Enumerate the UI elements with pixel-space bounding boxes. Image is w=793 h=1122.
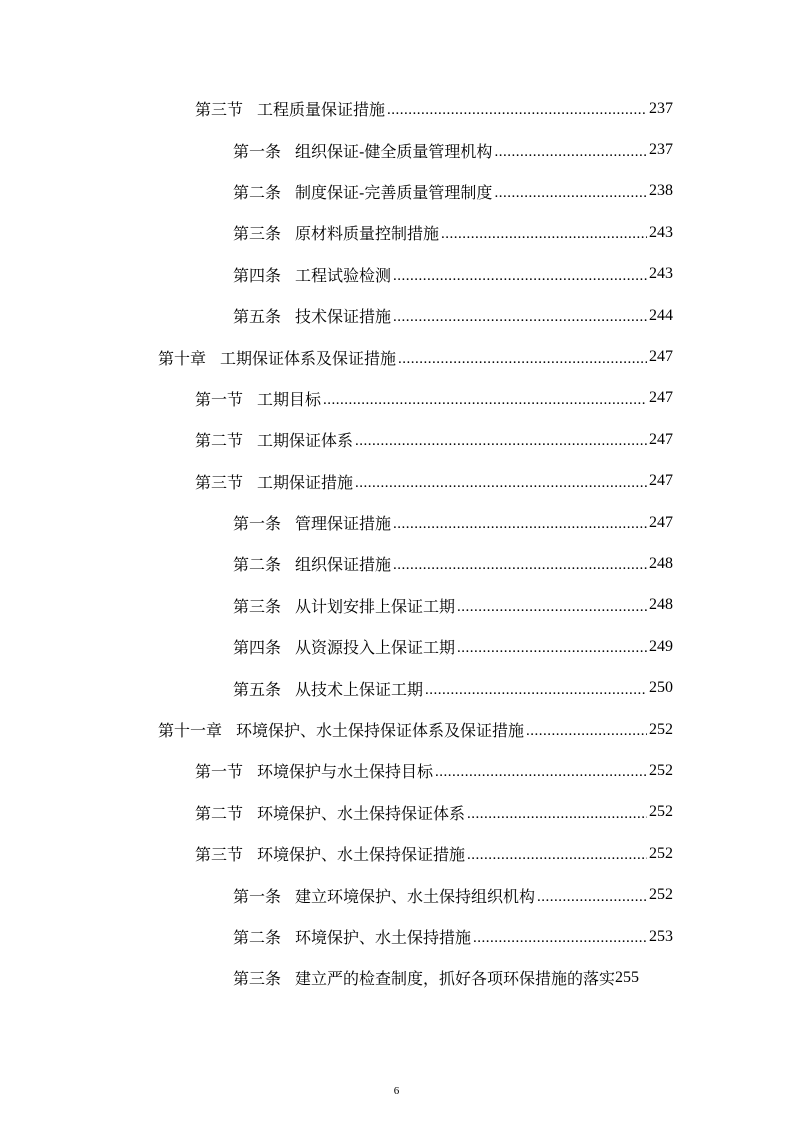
toc-entry [0, 461, 793, 502]
toc-entry-number: 第二节 [195, 431, 244, 451]
toc-entry [0, 378, 793, 419]
toc-entry-title: 环境保护、水土保持保证体系 [257, 803, 466, 823]
toc-leader-dots [355, 433, 647, 450]
toc-entry [0, 792, 793, 833]
toc-entry-page: 253 [649, 927, 673, 945]
toc-entry-number: 第三节 [195, 845, 244, 865]
toc-entry-number: 第二节 [195, 803, 244, 823]
toc-entry-title: 工程质量保证措施 [257, 100, 386, 120]
toc-entry [0, 543, 793, 584]
toc-entry-title: 建立环境保护、水土保持组织机构 [295, 886, 536, 906]
toc-entry-number: 第三条 [233, 224, 282, 244]
toc-leader-dots [393, 516, 647, 533]
toc-entry-title: 组织保证-健全质量管理机构 [295, 141, 493, 161]
toc-leader-dots [526, 723, 647, 740]
toc-entry [0, 916, 793, 957]
toc-entry-title: 从技术上保证工期 [295, 679, 424, 699]
toc-entry-chapter [0, 336, 793, 377]
toc-entry-number: 第五条 [233, 307, 282, 327]
toc-entry-page: 247 [649, 513, 673, 531]
toc-entry-title: 环境保护与水土保持目标 [257, 762, 434, 782]
toc-entry-page: 252 [649, 761, 673, 779]
toc-entry-page: 247 [649, 472, 673, 490]
toc-leader-dots [323, 392, 647, 409]
toc-entry [0, 419, 793, 460]
toc-entry-number: 第三条 [233, 596, 282, 616]
toc-entry-number: 第二条 [233, 182, 282, 202]
toc-entry-number: 第二条 [233, 928, 282, 947]
toc-entry [0, 254, 793, 295]
toc-entry-page: 247 [649, 389, 673, 407]
toc-entry-title: 工期目标 [257, 389, 322, 409]
toc-leader-dots [387, 102, 647, 119]
toc-leader-dots [473, 930, 647, 947]
toc-entry-page: 243 [649, 265, 673, 283]
toc-entry-number: 第四条 [233, 265, 282, 285]
toc-entry-number: 第一节 [195, 389, 244, 409]
toc-entry-number: 第十章 [158, 348, 207, 368]
toc-entry-page: 237 [649, 141, 673, 159]
toc-entry [0, 957, 793, 998]
toc-entry-number: 第一条 [233, 886, 282, 906]
toc-leader-dots [457, 640, 647, 657]
toc-entry-number: 第二条 [233, 555, 282, 575]
toc-entry [0, 502, 793, 543]
toc-entry-title: 工期保证体系 [257, 431, 354, 451]
toc-leader-dots [398, 351, 647, 368]
toc-leader-dots [393, 268, 647, 285]
toc-entry-number: 第一条 [233, 141, 282, 161]
toc-entry-number: 第一条 [233, 514, 282, 534]
toc-entry-title: 工期保证措施 [257, 472, 354, 492]
toc-entry [0, 667, 793, 708]
toc-entry-title: 从资源投入上保证工期 [295, 638, 456, 658]
toc-entry-title: 组织保证措施 [295, 555, 392, 575]
toc-entry-page: 248 [649, 596, 673, 614]
toc-leader-dots [467, 806, 647, 823]
toc-entry-number: 第四条 [233, 638, 282, 658]
toc-leader-dots [537, 889, 647, 906]
toc-entry [0, 212, 793, 253]
toc-entry-title: 工期保证体系及保证措施 [220, 348, 397, 368]
toc-entry-title: 环境保护、水土保持保证体系及保证措施 [236, 721, 525, 741]
toc-entry-title: 原材料质量控制措施 [295, 224, 440, 244]
toc-entry [0, 88, 793, 129]
toc-entry-page: 249 [649, 637, 673, 655]
toc-entry [0, 171, 793, 212]
toc-entry-number: 第三节 [195, 472, 244, 492]
toc-entry-page: 238 [649, 182, 673, 200]
toc-entry-page: 255 [615, 968, 640, 986]
toc-entry-chapter [0, 709, 793, 750]
page-number: 6 [393, 1085, 400, 1097]
toc-entry-page: 247 [649, 348, 673, 366]
table-of-contents [0, 88, 793, 999]
toc-leader-dots [425, 682, 647, 699]
toc-entry-number: 第十一章 [158, 721, 223, 741]
toc-leader-dots [467, 847, 647, 864]
toc-entry-page: 237 [649, 99, 673, 117]
toc-entry-page: 247 [649, 430, 673, 448]
toc-entry-title: 建立严的检查制度，抓好各项环保措施的落实 [295, 969, 616, 989]
toc-entry-number: 第三条 [233, 969, 282, 989]
toc-entry-page: 252 [649, 720, 673, 738]
toc-leader-dots [393, 557, 647, 574]
toc-entry [0, 626, 793, 667]
toc-entry [0, 129, 793, 170]
toc-entry-title: 环境保护、水土保持保证措施 [257, 845, 466, 865]
toc-leader-dots [494, 144, 647, 161]
toc-entry-title: 管理保证措施 [295, 514, 392, 534]
toc-entry-title: 技术保证措施 [295, 307, 392, 327]
toc-entry-page: 248 [649, 554, 673, 572]
toc-entry [0, 295, 793, 336]
toc-entry [0, 750, 793, 791]
toc-entry-page: 250 [649, 679, 673, 697]
toc-entry-number: 第三节 [195, 100, 244, 120]
toc-entry-page: 252 [649, 844, 673, 862]
toc-entry [0, 833, 793, 874]
toc-leader-dots [355, 475, 647, 492]
toc-entry-title: 环境保护、水土保持措施 [295, 928, 472, 947]
toc-entry-page: 252 [649, 803, 673, 821]
toc-leader-dots [441, 226, 647, 243]
toc-entry-title: 制度保证-完善质量管理制度 [295, 182, 493, 202]
toc-entry [0, 874, 793, 915]
toc-entry-page: 243 [649, 223, 673, 241]
toc-entry-page: 252 [649, 886, 673, 904]
toc-leader-dots [457, 599, 647, 616]
toc-leader-dots [393, 309, 647, 326]
toc-entry-title: 从计划安排上保证工期 [295, 596, 456, 616]
toc-entry-number: 第五条 [233, 679, 282, 699]
toc-entry-number: 第一节 [195, 762, 244, 782]
toc-leader-dots [435, 764, 647, 781]
toc-entry-title: 工程试验检测 [295, 265, 392, 285]
toc-leader-dots [494, 185, 647, 202]
toc-entry-page: 244 [649, 306, 673, 324]
toc-entry [0, 585, 793, 626]
